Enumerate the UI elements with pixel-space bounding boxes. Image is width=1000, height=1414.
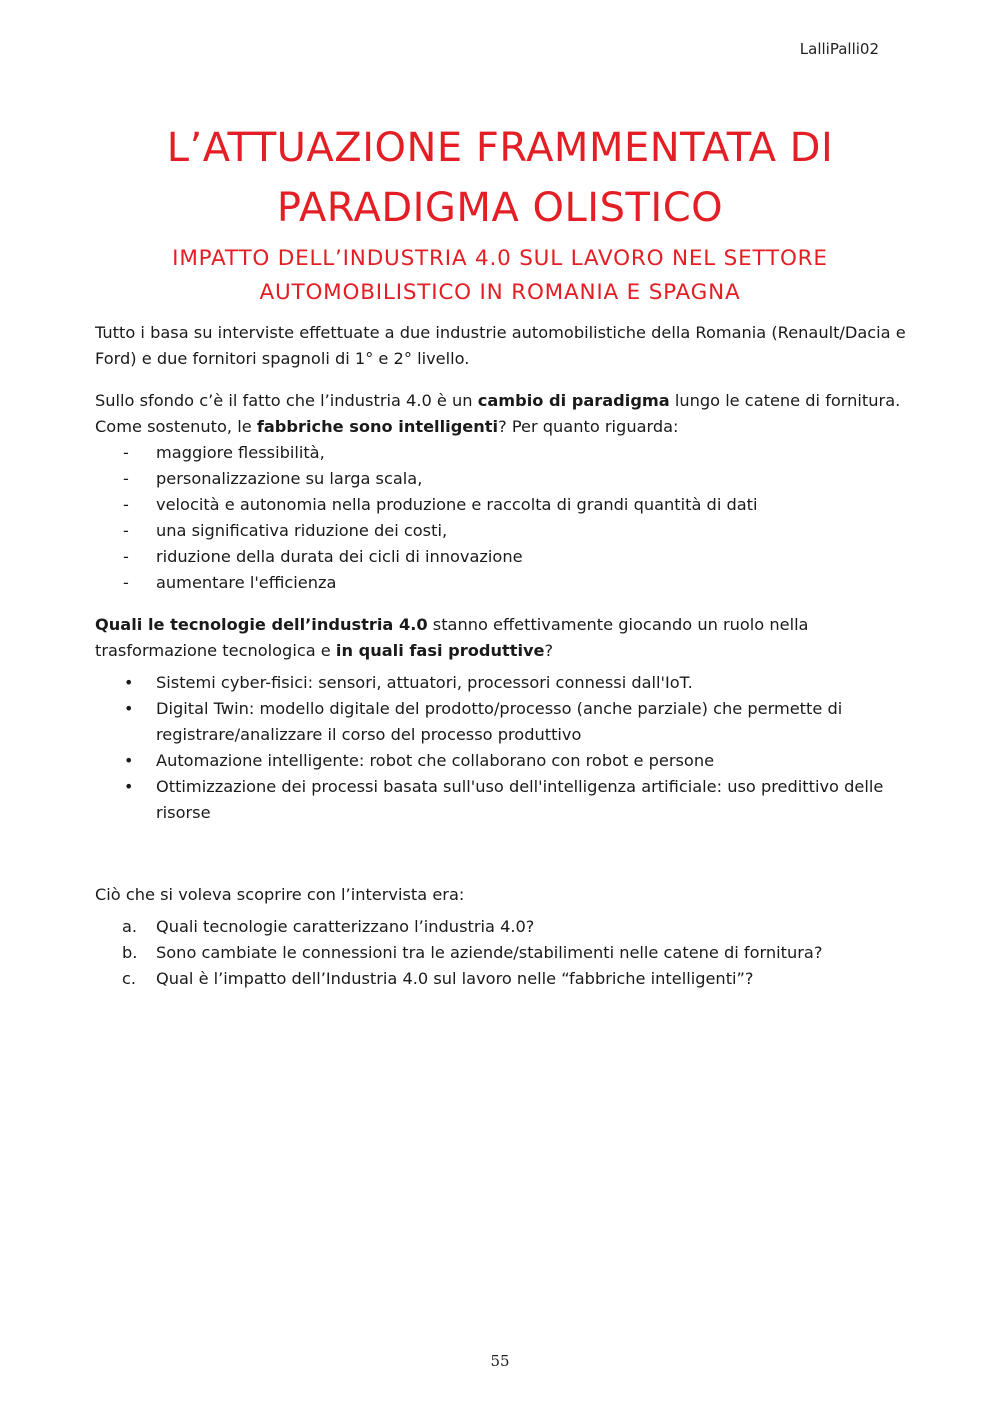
list-item: - aumentare l'efficienza (95, 570, 910, 596)
list-item: • Digital Twin: modello digitale del prodotto/processo (anche parziale) che permette di registrare/analizzare il corso del processo produttivo (95, 696, 910, 748)
intro-paragraph: Tutto i basa su interviste effettuate a due industrie automobilistiche della Romania (Renault/Dacia e Ford) e due fornitori spagnoli di 1° e 2° livello. (95, 323, 906, 368)
technologies-bold-1: Quali le tecnologie dell’industria 4.0 (95, 615, 428, 634)
questions-list (95, 914, 910, 992)
list-marker: c. (122, 969, 137, 988)
list-item: • Ottimizzazione dei processi basata sull'uso dell'intelligenza artificiale: uso predittivo delle risorse (95, 774, 910, 826)
technologies-paragraph (95, 612, 910, 664)
paradigm-text-2: lungo le catene di fornitura. Come sostenuto, le (95, 391, 901, 436)
header-author: LalliPalli02 (799, 40, 879, 58)
technologies-list (95, 670, 910, 826)
list-item: - una significativa riduzione dei costi, (95, 518, 910, 544)
document-body (95, 320, 910, 992)
list-item-text: Qual è l’impatto dell’Industria 4.0 sul lavoro nelle “fabbriche intelligenti”? (156, 969, 754, 988)
list-item-text: Quali tecnologie caratterizzano l’industria 4.0? (156, 917, 535, 936)
list-item: - riduzione della durata dei cicli di innovazione (95, 544, 910, 570)
technologies-bold-2: in quali fasi produttive (335, 641, 545, 660)
list-marker: a. (122, 917, 138, 936)
list-item (95, 966, 910, 992)
technologies-text-1: stanno effettivamente giocando un ruolo nella trasformazione tecnologica e (95, 615, 809, 660)
paradigm-text-3: ? Per quanto riguarda: (498, 417, 679, 436)
list-item (95, 940, 910, 966)
list-marker: b. (122, 943, 138, 962)
subtitle-line-2: AUTOMOBILISTICO IN ROMANIA E SPAGNA (259, 280, 741, 305)
paradigm-paragraph (95, 388, 910, 440)
title-line-2: PARADIGMA OLISTICO (276, 185, 724, 231)
list-item: - personalizzazione su larga scala, (95, 466, 910, 492)
page-number: 55 (490, 1352, 510, 1370)
paradigm-bold-2: fabbriche sono intelligenti (256, 417, 499, 436)
subtitle-line-1: IMPATTO DELL’INDUSTRIA 4.0 SUL LAVORO NEL SETTORE (172, 246, 828, 271)
paradigm-bold-1: cambio di paradigma (477, 391, 670, 410)
paradigm-text-1: Sullo sfondo c’è il fatto che l’industria 4.0 è un (95, 391, 478, 410)
title-line-1: L’ATTUAZIONE FRAMMENTATA DI (166, 125, 834, 171)
page-subtitle (90, 242, 910, 310)
benefits-list (95, 440, 910, 596)
technologies-text-2: ? (544, 641, 554, 660)
list-item: - velocità e autonomia nella produzione e raccolta di grandi quantità di dati (95, 492, 910, 518)
list-item: • Sistemi cyber-fisici: sensori, attuatori, processori connessi dall'IoT. (95, 670, 910, 696)
list-item: • Automazione intelligente: robot che collaborano con robot e persone (95, 748, 910, 774)
list-item (95, 914, 910, 940)
interview-paragraph: Ciò che si voleva scoprire con l’intervista era: (95, 885, 465, 904)
page-title (90, 118, 910, 238)
list-item-text: Sono cambiate le connessioni tra le aziende/stabilimenti nelle catene di fornitura? (156, 943, 823, 962)
list-item: - maggiore flessibilità, (95, 440, 910, 466)
